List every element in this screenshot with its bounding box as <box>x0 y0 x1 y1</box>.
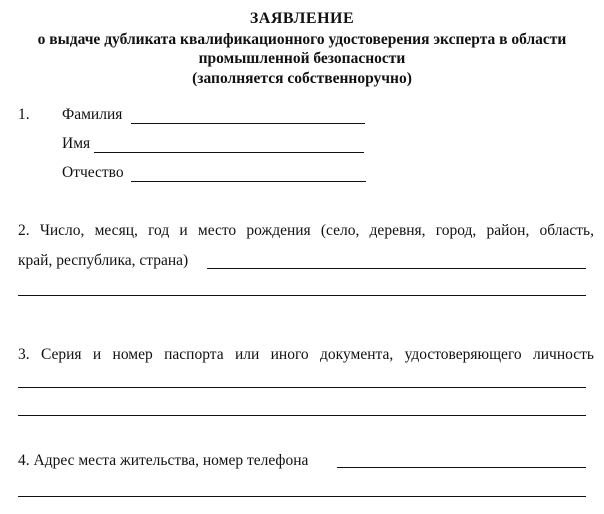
word: Число, <box>39 222 85 239</box>
birth-info-field-line-1[interactable] <box>207 268 586 269</box>
word: деревня, <box>369 222 426 239</box>
word: 3. <box>18 346 30 363</box>
form-subtitle-line-1: о выдаче дубликата квалификационного удостоверения эксперта в области <box>37 31 567 48</box>
form-subtitle-line-3: (заполняется собственноручно) <box>192 70 412 87</box>
section-2-question-line-1 <box>18 221 594 241</box>
word: область, <box>539 222 594 239</box>
patronymic-label: Отчество <box>62 164 124 181</box>
word: 2. <box>18 222 30 239</box>
word: (село, <box>320 222 360 239</box>
first-name-field-line[interactable] <box>94 152 364 153</box>
word: паспорта <box>164 346 224 363</box>
word: удостоверяющего <box>404 346 522 363</box>
section-1-number: 1. <box>18 106 30 123</box>
surname-field-line[interactable] <box>131 123 365 124</box>
word: район, <box>486 222 530 239</box>
word: место <box>197 222 237 239</box>
word: город, <box>435 222 477 239</box>
word: документа, <box>320 346 394 363</box>
word: иного <box>270 346 309 363</box>
first-name-label: Имя <box>62 135 91 152</box>
address-field-line-1[interactable] <box>337 467 586 468</box>
word: номер <box>112 346 153 363</box>
section-3-question-line-1 <box>18 345 594 365</box>
word: и <box>179 222 188 239</box>
passport-field-line-1[interactable] <box>18 387 586 388</box>
word: рождения <box>246 222 311 239</box>
word: и <box>92 346 102 363</box>
section-2-question-line-2: край, республика, страна) <box>18 252 189 269</box>
form-subtitle-line-2: промышленной безопасности <box>198 50 406 67</box>
address-field-line-2[interactable] <box>18 496 586 497</box>
word: Серия <box>40 346 82 363</box>
section-4-question: 4. Адрес места жительства, номер телефона <box>18 452 309 469</box>
word: личность <box>533 346 594 363</box>
word: год <box>148 222 170 239</box>
surname-label: Фамилия <box>62 106 123 123</box>
passport-field-line-2[interactable] <box>18 415 586 416</box>
word: или <box>234 346 260 363</box>
birth-info-field-line-2[interactable] <box>18 295 586 296</box>
patronymic-field-line[interactable] <box>131 181 366 182</box>
form-title: ЗАЯВЛЕНИЕ <box>249 10 355 27</box>
word: месяц, <box>94 222 138 239</box>
